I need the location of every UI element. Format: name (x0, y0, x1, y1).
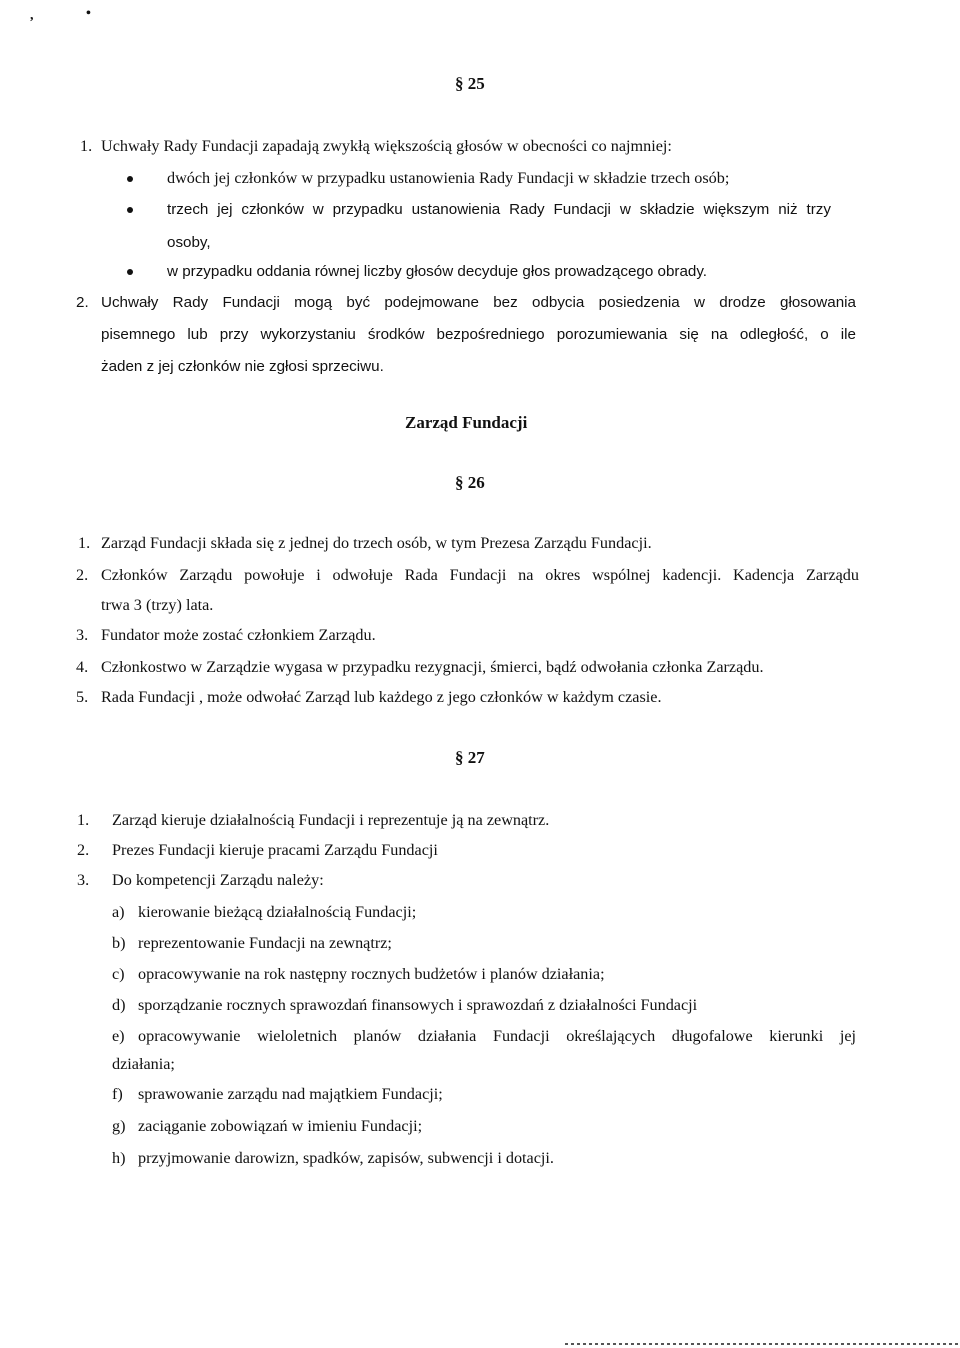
section-25-title: § 25 (455, 74, 485, 93)
item-text: Zarząd kieruje działalnością Fundacji i reprezentuje ją na zewnątrz. (112, 811, 550, 829)
item-text: Członków Zarządu powołuje i odwołuje Rada Fundacji na okres wspólnej kadencji. Kadencja Zarządu (101, 566, 859, 584)
item-number: 3. (76, 626, 89, 644)
item-number: 2. (76, 566, 89, 584)
paragraph-number: 1. (80, 137, 93, 155)
bullet-item: trzech jej członków w przypadku ustanowienia Rady Fundacji w składzie większym niż trzy (167, 201, 831, 218)
paragraph-number: 2. (76, 294, 89, 311)
subitem-text: opracowywanie wieloletnich planów działania Fundacji określających długofalowe kierunki jej (138, 1027, 856, 1045)
bullet-item-continuation: osoby, (167, 234, 211, 251)
item-number: 1. (78, 534, 91, 552)
item-number: 4. (76, 658, 89, 676)
bullet-icon (127, 207, 133, 213)
bullet-item: dwóch jej członków w przypadku ustanowienia Rady Fundacji w składzie trzech osób; (167, 169, 730, 187)
subitem-letter: b) (112, 934, 126, 952)
subitem-letter: e) (112, 1027, 125, 1045)
subitem-letter: f) (112, 1085, 123, 1103)
subitem-text-continuation: działania; (112, 1055, 175, 1073)
subitem-text: sporządzanie rocznych sprawozdań finansowych i sprawozdań z działalności Fundacji (138, 996, 698, 1014)
subitem-letter: c) (112, 965, 125, 983)
subitem-text: zaciąganie zobowiązań w imieniu Fundacji; (138, 1117, 423, 1135)
item-text: Do kompetencji Zarządu należy: (112, 871, 324, 889)
bullet-icon (127, 269, 133, 275)
subitem-text: sprawowanie zarządu nad majątkiem Fundacji; (138, 1085, 443, 1103)
item-text: Fundator może zostać członkiem Zarządu. (101, 626, 376, 644)
board-heading: Zarząd Fundacji (405, 413, 528, 432)
bullet-icon (127, 176, 133, 182)
subitem-letter: d) (112, 996, 126, 1014)
bullet-item: w przypadku oddania równej liczby głosów decyduje głos prowadzącego obrady. (167, 263, 708, 280)
section-27-title: § 27 (455, 748, 485, 767)
subitem-text: przyjmowanie darowizn, spadków, zapisów, subwencji i dotacji. (138, 1149, 554, 1167)
item-text: Rada Fundacji , może odwołać Zarząd lub każdego z jego członków w każdym czasie. (101, 688, 662, 706)
item-number: 3. (77, 871, 90, 889)
subitem-letter: a) (112, 903, 125, 921)
subitem-letter: g) (112, 1117, 126, 1135)
scan-mark-comma: , (30, 8, 34, 23)
subitem-text: reprezentowanie Fundacji na zewnątrz; (138, 934, 392, 952)
paragraph-line: pisemnego lub przy wykorzystaniu środków bezpośredniego porozumiewania się na odległość, o ile (101, 326, 856, 343)
paragraph-line: Uchwały Rady Fundacji mogą być podejmowane bez odbycia posiedzenia w drodze głosowania (101, 294, 856, 311)
subitem-letter: h) (112, 1149, 126, 1167)
item-number: 1. (77, 811, 90, 829)
item-text: Zarząd Fundacji składa się z jednej do trzech osób, w tym Prezesa Zarządu Fundacji. (101, 534, 652, 552)
subitem-text: opracowywanie na rok następny rocznych budżetów i planów działania; (138, 965, 605, 983)
paragraph-line: żaden z jej członków nie zgłosi sprzeciwu. (101, 358, 384, 375)
scan-edge-line (565, 1343, 960, 1345)
section-26-title: § 26 (455, 473, 485, 492)
item-text-continuation: trwa 3 (trzy) lata. (101, 596, 214, 614)
paragraph-text: Uchwały Rady Fundacji zapadają zwykłą większością głosów w obecności co najmniej: (101, 137, 672, 155)
item-number: 2. (77, 841, 90, 859)
item-text: Członkostwo w Zarządzie wygasa w przypadku rezygnacji, śmierci, bądź odwołania członka Zarządu. (101, 658, 764, 676)
item-text: Prezes Fundacji kieruje pracami Zarządu Fundacji (112, 841, 438, 859)
subitem-text: kierowanie bieżącą działalnością Fundacji; (138, 903, 417, 921)
scan-mark-dot: • (86, 6, 91, 21)
item-number: 5. (76, 688, 89, 706)
